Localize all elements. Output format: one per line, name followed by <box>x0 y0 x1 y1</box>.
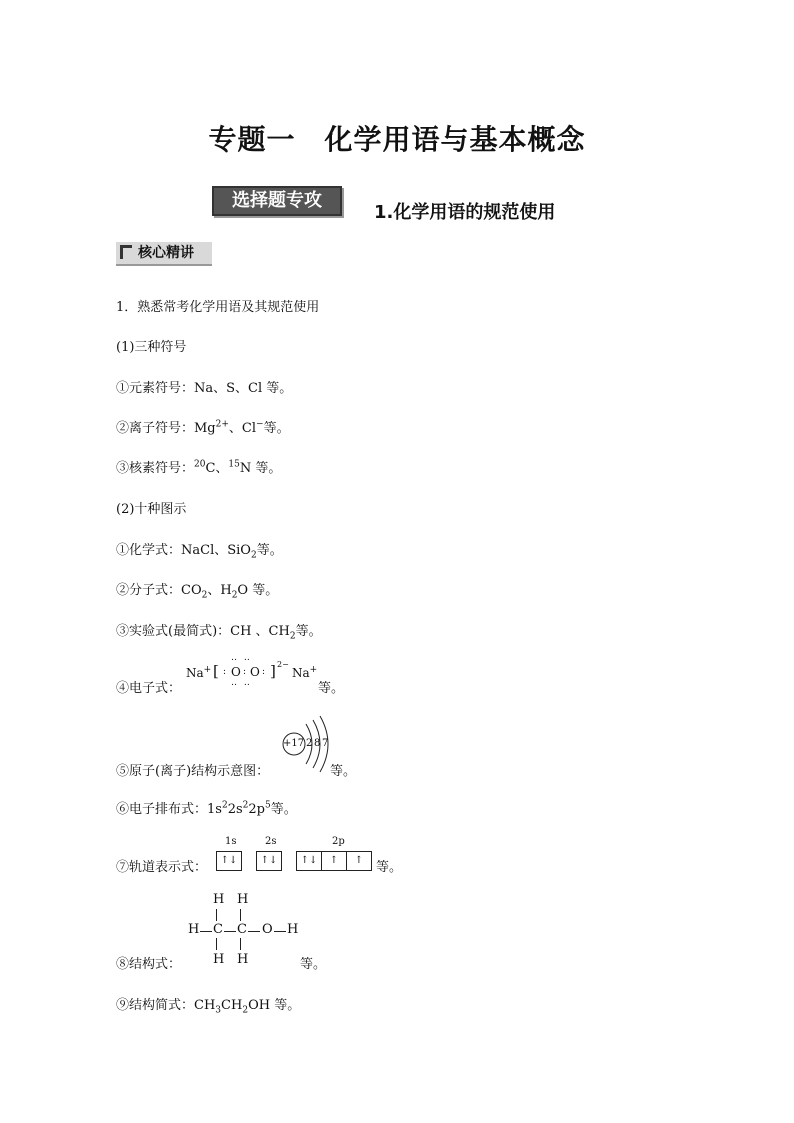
line-9 <box>116 620 322 642</box>
bond <box>224 931 236 932</box>
text: 等。 <box>295 624 322 639</box>
line-7 <box>116 539 283 561</box>
superscript: 2 <box>242 800 249 811</box>
atom-h: H <box>213 892 225 907</box>
shell-electrons: 8 <box>314 738 321 749</box>
dots: : <box>243 667 247 677</box>
text: 2p <box>248 802 265 817</box>
bond <box>240 909 241 921</box>
atom-c: C <box>213 922 223 937</box>
section-title: 1.化学用语的规范使用 <box>374 202 556 223</box>
superscript: 2+ <box>215 419 229 430</box>
text: Na <box>292 666 310 680</box>
subscript: 3 <box>215 1005 222 1016</box>
line-4 <box>116 417 290 436</box>
superscript: + <box>309 665 318 675</box>
structural-formula <box>186 892 306 968</box>
orbital-label: 2s <box>265 836 277 847</box>
core-header <box>116 242 212 266</box>
dots: : <box>223 667 227 677</box>
line-11-end: 等。 <box>330 764 357 779</box>
bond <box>200 931 212 932</box>
text: OH 等。 <box>248 998 301 1013</box>
dots-bottom: ‥ ‥ <box>231 678 252 688</box>
text: ①化学式：NaCl、SiO <box>116 543 251 558</box>
sodium-ion <box>186 665 211 680</box>
text: ②分子式：CO <box>116 583 202 598</box>
line-11-label: ⑤原子(离子)结构示意图： <box>116 764 270 779</box>
charge: 2− <box>277 660 289 669</box>
atom-h: H <box>188 922 200 937</box>
text: ③核素符号： <box>116 461 195 476</box>
shell-electrons: 2 <box>306 738 313 749</box>
superscript: 15 <box>228 459 240 470</box>
dots: : <box>262 667 266 677</box>
bond <box>216 909 217 921</box>
subscript: 2 <box>201 590 208 601</box>
atom-c: C <box>237 922 247 937</box>
atom-h: H <box>237 952 249 967</box>
atom-h: H <box>213 952 225 967</box>
text: 等。 <box>270 802 297 817</box>
text: ③实验式(最简式)：CH 、CH <box>116 624 290 639</box>
line-1: 1．熟悉常考化学用语及其规范使用 <box>116 300 320 315</box>
bracket-right: ] <box>270 662 276 680</box>
oxygen-1: O <box>231 665 241 679</box>
text: ⑥电子排布式：1s <box>116 802 222 817</box>
text: ②离子符号：Mg <box>116 421 216 436</box>
dots-top: ‥ ‥ <box>231 653 252 663</box>
text: 、Cl <box>228 421 257 436</box>
line-10-end: 等。 <box>318 681 345 696</box>
subscript: 2 <box>242 1005 249 1016</box>
line-3: ①元素符号：Na、S、Cl 等。 <box>116 381 293 396</box>
bond <box>274 931 286 932</box>
subscript: 2 <box>231 590 238 601</box>
text: O 等。 <box>237 583 279 598</box>
orbital-box: ↑↓ <box>256 851 282 871</box>
orbital-box: ↑↓ <box>216 851 242 871</box>
bond <box>216 938 217 950</box>
subscript: 2 <box>289 631 296 642</box>
text: 等。 <box>263 421 290 436</box>
text: CH <box>221 998 243 1013</box>
orbital-2s <box>256 848 281 871</box>
text: 2s <box>227 802 243 817</box>
sodium-ion <box>292 665 317 680</box>
shell-electrons: 7 <box>322 738 329 749</box>
line-6: (2)十种图示 <box>116 502 187 517</box>
subscript: 2 <box>250 550 257 561</box>
line-10-label: ④电子式： <box>116 681 182 696</box>
line-14-label: ⑧结构式： <box>116 957 182 972</box>
nucleus-charge: +17 <box>283 738 305 749</box>
superscript: + <box>203 665 212 675</box>
line-8 <box>116 579 278 601</box>
bond <box>240 938 241 950</box>
orbital-1s <box>216 848 241 871</box>
text: C、 <box>205 461 229 476</box>
superscript: 20 <box>194 459 206 470</box>
text: 、H <box>207 583 232 598</box>
line-13-end: 等。 <box>376 860 403 875</box>
electron-formula <box>186 653 321 697</box>
section-marker-icon <box>120 245 132 259</box>
atom-h: H <box>237 892 249 907</box>
orbital-box: ↑ <box>346 851 372 871</box>
text: 等。 <box>256 543 283 558</box>
text: Na <box>186 666 204 680</box>
bracket-left: [ <box>213 662 219 680</box>
atom-o: O <box>262 922 273 937</box>
bond <box>248 931 260 932</box>
text: N 等。 <box>239 461 282 476</box>
line-15 <box>116 994 300 1016</box>
atom-h: H <box>287 922 299 937</box>
line-5 <box>116 457 281 476</box>
superscript: 2 <box>221 800 228 811</box>
orbital-label: 1s <box>225 836 237 847</box>
text: ⑨结构简式：CH <box>116 998 216 1013</box>
orbital-2p <box>296 848 371 871</box>
superscript: 5 <box>264 800 271 811</box>
line-2: (1)三种符号 <box>116 340 187 355</box>
line-13-label: ⑦轨道表示式： <box>116 860 208 875</box>
orbital-label: 2p <box>332 836 345 847</box>
line-12 <box>116 798 297 817</box>
orbital-box: ↑↓ <box>296 851 322 871</box>
superscript: − <box>256 419 264 430</box>
oxygen-2: O <box>250 665 260 679</box>
orbital-box: ↑ <box>321 851 347 871</box>
page-title: 专题一 化学用语与基本概念 <box>208 123 586 156</box>
line-14-end: 等。 <box>300 957 327 972</box>
question-type-badge: 选择题专攻 <box>212 186 342 216</box>
core-header-label: 核心精讲 <box>138 245 194 261</box>
